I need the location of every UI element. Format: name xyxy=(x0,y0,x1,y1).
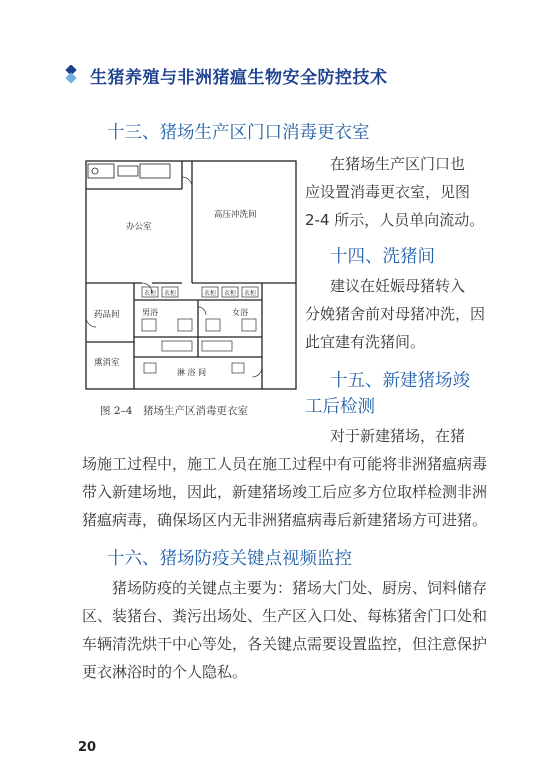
s13-line-1: 在猪场生产区门口也 xyxy=(330,155,466,173)
section-15-heading-2: 工后检测 xyxy=(305,397,375,417)
s15-line-2: 场施工过程中，施工人员在施工过程中有可能将非洲猪瘟病毒 xyxy=(82,455,488,473)
s15-line-1: 对于新建猪场，在猪 xyxy=(330,427,466,445)
label-cabinet-4: 衣柜 xyxy=(224,290,237,297)
s13-line-2: 应设置消毒更衣室，见图 xyxy=(305,183,471,201)
figure-caption: 图 2–4 猪场生产区消毒更衣室 xyxy=(100,405,248,417)
s16-line-2: 区、装猪台、粪污出场处、生产区入口处、每栋猪舍门口处和 xyxy=(82,607,488,625)
s15-line-3: 带入新建场地，因此，新建猪场竣工后应多方位取样检测非洲 xyxy=(82,483,488,501)
room-female-shower: 女浴 xyxy=(232,308,248,317)
s14-line-2: 分娩猪舍前对母猪冲洗，因 xyxy=(305,305,486,323)
room-office: 办公室 xyxy=(126,222,152,232)
section-16-heading: 十六、猪场防疫关键点视频监控 xyxy=(107,549,352,569)
room-wash: 高压冲洗间 xyxy=(214,210,257,220)
label-cabinet-1: 衣柜 xyxy=(144,290,157,297)
s13-line-3: 2-4 所示，人员单向流动。 xyxy=(305,211,485,229)
room-supply: 药品间 xyxy=(94,310,120,320)
s14-line-1: 建议在妊娠母猪转入 xyxy=(330,277,466,295)
section-13-heading: 十三、猪场生产区门口消毒更衣室 xyxy=(107,123,370,143)
page-number: 20 xyxy=(78,740,97,755)
label-cabinet-2: 衣柜 xyxy=(164,290,177,297)
s16-line-4: 更衣淋浴时的个人隐私。 xyxy=(82,663,248,681)
s16-line-1: 猪场防疫的关键点主要为：猪场大门处、厨房、饲料储存 xyxy=(112,579,488,597)
label-cabinet-3: 衣柜 xyxy=(204,290,217,297)
room-shower-hall: 淋 浴 间 xyxy=(177,368,207,377)
section-14-heading: 十四、洗猪间 xyxy=(330,247,435,267)
floor-plan-figure xyxy=(82,157,302,395)
running-header xyxy=(62,62,388,88)
room-disinfect: 熏消室 xyxy=(94,358,120,368)
floor-plan-drawing xyxy=(82,157,302,395)
section-15-heading-1: 十五、新建猪场竣 xyxy=(330,371,470,391)
s15-line-4: 猪瘟病毒，确保场区内无非洲猪瘟病毒后新建猪场方可进猪。 xyxy=(82,511,488,529)
s16-line-3: 车辆清洗烘干中心等处，各关键点需要设置监控，但注意保护 xyxy=(82,635,488,653)
s14-line-3: 此宜建有洗猪间。 xyxy=(305,333,426,351)
label-cabinet-5: 衣柜 xyxy=(244,290,257,297)
header-title: 生猪养殖与非洲猪瘟生物安全防控技术 xyxy=(90,67,388,88)
diamond-bullet-icon xyxy=(62,65,82,85)
room-male-shower: 男浴 xyxy=(142,308,158,317)
